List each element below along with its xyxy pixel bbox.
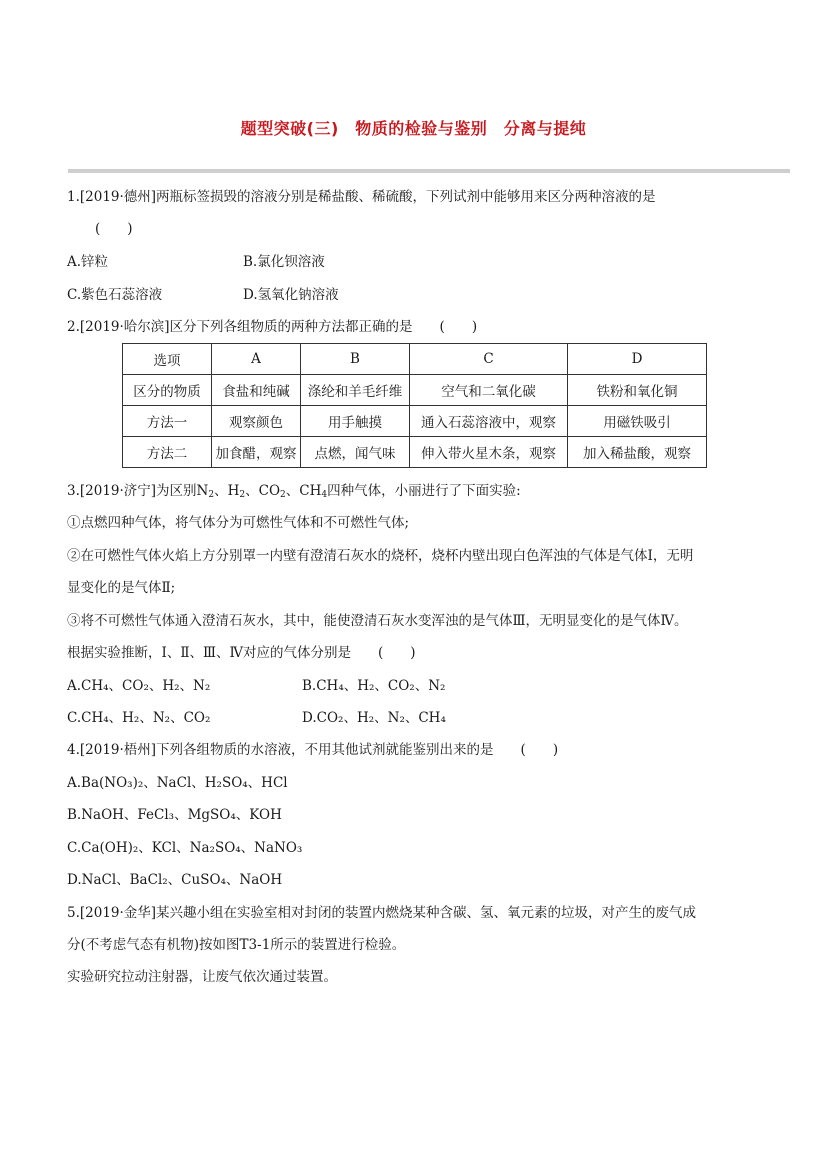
q2-stem: 2.[2019·哈尔滨]区分下列各组物质的两种方法都正确的是 ( ) [67,319,478,335]
table-row [123,406,707,437]
table-cell: 涤纶和羊毛纤维 [301,375,410,406]
table-cell: C [410,344,568,375]
table-cell: A [212,344,301,375]
table-cell: B [301,344,410,375]
q1-option-a: A.锌粒 [67,254,109,270]
table-cell: 食盐和纯碱 [212,375,301,406]
q3-option-a: A.CH₄、CO₂、H₂、N₂ [67,678,211,694]
q1-option-d: D.氢氧化钠溶液 [243,287,339,303]
q3-stem-pre: 3.[2019·济宁]为区别N [67,483,209,499]
table-row [123,375,707,406]
q1-stem: 1.[2019·德州]两瓶标签损毁的溶液分别是稀盐酸、稀硫酸，下列试剂中能够用来区分两种溶液的是 [67,189,656,205]
table-cell: D [568,344,707,375]
table-cell: 观察颜色 [212,406,301,437]
table-row [123,344,707,375]
table-cell: 铁粉和氧化铜 [568,375,707,406]
table-cell: 用磁铁吸引 [568,406,707,437]
title-divider [68,169,790,173]
table-cell: 空气和二氧化碳 [410,375,568,406]
q4-option-b: B.NaOH、FeCl₃、MgSO₄、KOH [67,807,282,823]
q3-stem-post: 四种气体，小丽进行了下面实验: [327,483,521,499]
table-cell: 点燃，闻气味 [301,437,410,468]
table-cell: 通入石蕊溶液中，观察 [410,406,568,437]
q3-stem: 3.[2019·济宁]为区别$N_2$、$H_2$、$CO_2$、$CH_4$四种气体，小丽进行了下面实验: [67,483,521,500]
page-title: 题型突破(三) 物质的检验与鉴别 分离与提纯 [240,119,587,138]
q1-option-c: C.紫色石蕊溶液 [67,287,163,303]
table-cell: 伸入带火星木条，观察 [410,437,568,468]
q4-option-a: A.Ba(NO₃)₂、NaCl、H₂SO₄、HCl [67,775,288,791]
table-row [123,437,707,468]
table-cell: 方法一 [123,406,212,437]
table-cell: 加入稀盐酸，观察 [568,437,707,468]
q3-step-2b: 显变化的是气体Ⅱ; [67,580,176,596]
q5-line-2: 分(不考虑气态有机物)按如图T3-1所示的装置进行检验。 [67,937,406,953]
q3-step-3: ③将不可燃性气体通入澄清石灰水，其中，能使澄清石灰水变浑浊的是气体Ⅲ，无明显变化的是气体Ⅳ。 [67,613,688,629]
q1-answer-paren: ( ) [95,221,133,237]
q2-table [122,343,707,468]
table-cell: 区分的物质 [123,375,212,406]
q5-line-1: 5.[2019·金华]某兴趣小组在实验室相对封闭的装置内燃烧某种含碳、氢、氧元素的垃圾，对产生的废气成 [67,905,697,921]
table-cell: 选项 [123,344,212,375]
q5-line-3: 实验研究拉动注射器，让废气依次通过装置。 [67,969,337,985]
q3-step-1: ①点燃四种气体，将气体分为可燃性气体和不可燃性气体; [67,515,410,531]
table-cell: 加食醋，观察 [212,437,301,468]
q3-option-d: D.CO₂、H₂、N₂、CH₄ [302,710,446,726]
q3-option-c: C.CH₄、H₂、N₂、CO₂ [67,710,211,726]
q4-option-d: D.NaCl、BaCl₂、CuSO₄、NaOH [67,872,283,888]
q4-option-c: C.Ca(OH)₂、KCl、Na₂SO₄、NaNO₃ [67,840,303,856]
table-cell: 用手触摸 [301,406,410,437]
table-cell: 方法二 [123,437,212,468]
q3-option-b: B.CH₄、H₂、CO₂、N₂ [302,678,446,694]
q4-stem: 4.[2019·梧州]下列各组物质的水溶液，不用其他试剂就能鉴别出来的是 ( ) [67,742,559,758]
q3-inference: 根据实验推断，Ⅰ、Ⅱ、Ⅲ、Ⅳ对应的气体分别是 ( ) [67,645,416,661]
q1-option-b: B.氯化钡溶液 [243,254,325,270]
q3-step-2a: ②在可燃性气体火焰上方分别罩一内壁有澄清石灰水的烧杯，烧杯内壁出现白色浑浊的气体是气体Ⅰ，无明 [67,548,694,564]
